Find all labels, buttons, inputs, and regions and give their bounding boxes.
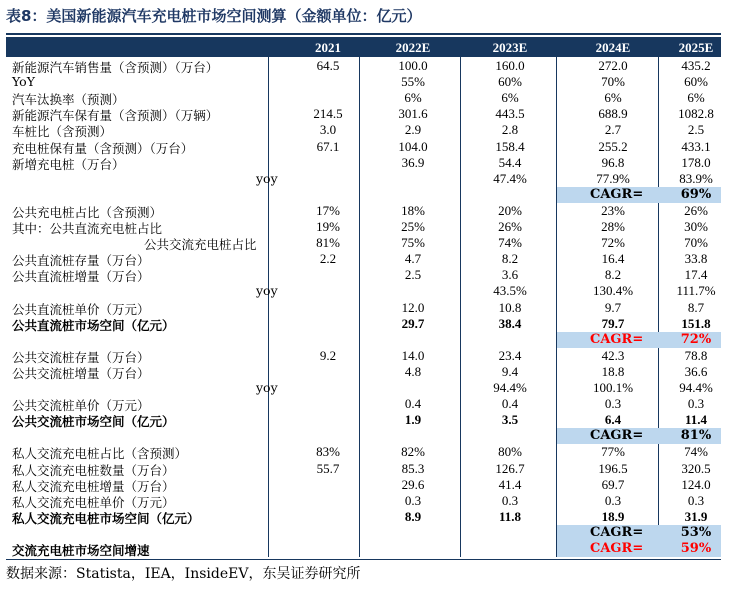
cell-2025e: 0.3 [687, 492, 705, 508]
cell-2025e: 433.1 [681, 138, 711, 154]
header-2024e: 2024E [595, 40, 631, 55]
cell-2021: 3.0 [319, 122, 337, 138]
header-2025e: 2025E [678, 40, 714, 55]
table-row [6, 525, 721, 541]
cell-2025e: 30% [684, 219, 708, 234]
table-row [6, 139, 721, 155]
cell-2021: 81% [316, 235, 340, 251]
table-row [6, 380, 721, 396]
row-label: 新能源汽车保有量（含预测）（万辆） [12, 108, 219, 124]
row-label: 公共交流桩存量（万台） [12, 349, 150, 365]
table-row [6, 300, 721, 316]
table-row [6, 444, 721, 460]
cell-2023e: 23.4 [498, 347, 522, 363]
table-row [6, 461, 721, 477]
cell-2022e: 100.0 [398, 58, 428, 73]
cell-2025e: 11.4 [684, 412, 708, 428]
cagr-value: 72% [680, 331, 712, 347]
row-label: 私人交流充电桩数量（万台） [12, 462, 175, 478]
row-label: 公共交流充电桩占比 [144, 237, 257, 253]
cell-2022e: 75% [401, 235, 425, 251]
table-title: 表8：美国新能源汽车充电桩市场空间测算（金额单位：亿元） [6, 7, 422, 25]
data-source: 数据来源：Statista，IEA，InsideEV，东吴证券研究所 [6, 566, 361, 582]
cell-2022e: 29.7 [401, 315, 425, 331]
cell-2023e: 43.5% [493, 283, 527, 299]
cell-2023e: 60% [498, 74, 522, 90]
cell-2023e: 38.4 [498, 315, 522, 331]
cell-2025e: 0.3 [687, 396, 705, 412]
row-label: 交流充电桩市场空间增速 [12, 543, 150, 558]
cell-2023e: 94.4% [493, 380, 527, 395]
cell-2022e: 104.0 [398, 138, 428, 154]
cell-2022e: 25% [401, 219, 425, 234]
cagr-label: CAGR= [590, 541, 644, 556]
cell-2022e: 18% [401, 202, 425, 218]
cell-2024e: 18.9 [601, 508, 625, 524]
table-row [6, 348, 721, 364]
cell-2024e: 23% [601, 202, 625, 218]
cell-2022e: 29.6 [401, 476, 425, 492]
cell-2024e: 42.3 [601, 347, 625, 363]
table-row [6, 316, 721, 332]
row-label: 新能源汽车销售量（含预测）（万台） [12, 60, 219, 75]
table-row [6, 332, 721, 348]
cagr-label: CAGR= [590, 331, 644, 347]
cagr-label: CAGR= [590, 186, 644, 202]
cell-2024e: 96.8 [601, 154, 625, 170]
cell-2025e: 435.2 [681, 58, 711, 73]
table-row [6, 283, 721, 299]
cell-2023e: 6% [501, 90, 519, 106]
cagr-label: CAGR= [590, 524, 644, 540]
cell-2021: 67.1 [316, 138, 340, 154]
cell-2023e: 158.4 [495, 138, 525, 154]
cell-2025e: 26% [684, 202, 708, 218]
row-label: 公共直流桩单价（万元） [12, 301, 150, 317]
cell-2024e: 0.3 [604, 492, 622, 508]
cell-2023e: 47.4% [493, 170, 527, 186]
cell-2022e: 0.3 [404, 492, 422, 508]
row-label: 公共充电桩占比（含预测） [12, 204, 163, 220]
cell-2025e: 70% [684, 235, 708, 251]
cagr-label: CAGR= [590, 428, 644, 444]
cell-2024e: 255.2 [598, 138, 628, 154]
cell-2025e: 1082.8 [678, 106, 714, 122]
cell-2023e: 9.4 [501, 363, 519, 379]
cell-2024e: 77.9% [596, 170, 630, 186]
cell-2024e: 9.7 [604, 299, 622, 315]
cell-2022e: 0.4 [404, 396, 422, 412]
cell-2022e: 55% [401, 74, 425, 90]
table-header [6, 37, 721, 57]
cell-2025e: 31.9 [684, 508, 708, 524]
table-row [6, 106, 721, 122]
row-label: 充电桩保有量（含预测）（万台） [12, 140, 194, 156]
cell-2023e: 160.0 [495, 58, 525, 73]
table-row [6, 187, 721, 203]
cagr-value: 53% [680, 524, 712, 540]
row-label: 公共交流桩单价（万元） [12, 398, 150, 414]
cell-2021: 214.5 [313, 106, 343, 122]
cell-2024e: 16.4 [601, 251, 625, 267]
table-row [6, 219, 721, 235]
cell-2025e: 111.7% [676, 283, 716, 299]
cell-2025e: 33.8 [684, 251, 708, 267]
row-label: 新增充电桩（万台） [12, 156, 125, 172]
cell-2025e: 83.9% [679, 170, 713, 186]
table-row [6, 477, 721, 493]
row-label: yoy [256, 170, 278, 186]
row-label: 私人交流充电桩占比（含预测） [12, 446, 188, 462]
table-row [6, 396, 721, 412]
cell-2025e: 74% [684, 444, 708, 460]
cell-2025e: 6% [687, 90, 705, 106]
table-row [6, 364, 721, 380]
cell-2022e: 85.3 [401, 460, 425, 476]
table-row [6, 493, 721, 509]
row-label: 车桩比（含预测） [12, 124, 113, 140]
cell-2022e: 36.9 [401, 154, 425, 170]
cell-2023e: 0.3 [501, 492, 519, 508]
cell-2024e: 77% [601, 444, 625, 460]
cell-2021: 9.2 [319, 347, 337, 363]
cell-2023e: 11.8 [498, 508, 522, 524]
header-2021: 2021 [315, 40, 341, 55]
cell-2024e: 0.3 [604, 396, 622, 412]
cell-2025e: 60% [684, 74, 708, 90]
cell-2025e: 78.8 [684, 347, 708, 363]
cell-2023e: 2.8 [501, 122, 519, 138]
row-label: 公共直流桩存量（万台） [12, 253, 150, 269]
table-row [6, 122, 721, 138]
header-2022e: 2022E [395, 40, 431, 55]
cell-2025e: 151.8 [681, 315, 711, 331]
row-label: 公共交流桩增量（万台） [12, 365, 150, 381]
row-label: 公共直流桩增量（万台） [12, 269, 150, 285]
table-row [6, 428, 721, 444]
cell-2021: 64.5 [316, 58, 340, 73]
cell-2023e: 3.5 [501, 412, 519, 428]
cell-2025e: 2.5 [687, 122, 705, 138]
row-label: 汽车汰换率（预测） [12, 92, 125, 108]
cell-2021: 55.7 [316, 460, 340, 476]
table-row [6, 155, 721, 171]
cell-2025e: 94.4% [679, 380, 713, 395]
cell-2021: 19% [316, 219, 340, 234]
row-label: 私人交流充电桩市场空间（亿元） [12, 510, 200, 526]
row-label: YoY [12, 74, 35, 90]
cell-2024e: 688.9 [598, 106, 628, 122]
cell-2022e: 14.0 [401, 347, 425, 363]
cell-2024e: 272.0 [598, 58, 628, 73]
cell-2024e: 70% [601, 74, 625, 90]
cell-2024e: 196.5 [598, 460, 628, 476]
table-row [6, 541, 721, 557]
cell-2021: 2.2 [319, 251, 337, 267]
cell-2024e: 130.4% [592, 283, 634, 299]
row-label: yoy [256, 380, 278, 395]
cell-2021: 17% [316, 202, 340, 218]
row-label: 私人交流充电桩增量（万台） [12, 478, 175, 494]
cell-2023e: 8.2 [501, 251, 519, 267]
cell-2025e: 36.6 [684, 363, 708, 379]
cell-2024e: 8.2 [604, 267, 622, 283]
cell-2025e: 8.7 [687, 299, 705, 315]
row-label: 其中：公共直流充电桩占比 [12, 221, 163, 236]
table-row [6, 267, 721, 283]
header-2023e: 2023E [492, 40, 528, 55]
row-label: yoy [256, 283, 278, 299]
cell-2025e: 124.0 [681, 476, 711, 492]
cell-2025e: 320.5 [681, 460, 711, 476]
table-row [6, 251, 721, 267]
table-row [6, 412, 721, 428]
cell-2023e: 54.4 [498, 154, 522, 170]
market-size-table [6, 33, 721, 560]
cell-2024e: 79.7 [601, 315, 625, 331]
table-row [6, 74, 721, 90]
cell-2024e: 6.4 [604, 412, 622, 428]
table-row [6, 58, 721, 74]
cell-2022e: 6% [404, 90, 422, 106]
row-label: 私人交流充电桩单价（万元） [12, 494, 175, 510]
cell-2021: 83% [316, 444, 340, 460]
cagr-value: 81% [680, 428, 712, 444]
cell-2023e: 41.4 [498, 476, 522, 492]
cell-2022e: 2.9 [404, 122, 422, 138]
cell-2022e: 4.8 [404, 363, 422, 379]
table-row [6, 235, 721, 251]
cell-2024e: 28% [601, 219, 625, 234]
row-label: 公共交流桩市场空间（亿元） [12, 414, 175, 430]
cell-2022e: 2.5 [404, 267, 422, 283]
cell-2023e: 80% [498, 444, 522, 460]
cell-2023e: 20% [498, 202, 522, 218]
cell-2023e: 443.5 [495, 106, 525, 122]
cell-2023e: 10.8 [498, 299, 522, 315]
table-row [6, 171, 721, 187]
cell-2022e: 82% [401, 444, 425, 460]
cell-2023e: 26% [498, 219, 522, 234]
cell-2025e: 17.4 [684, 267, 708, 283]
table-row [6, 509, 721, 525]
cell-2024e: 69.7 [601, 476, 625, 492]
cell-2023e: 3.6 [501, 267, 519, 283]
cell-2024e: 100.1% [592, 380, 634, 395]
cell-2022e: 4.7 [404, 251, 422, 267]
cell-2022e: 1.9 [404, 412, 422, 428]
cell-2022e: 8.9 [404, 508, 422, 524]
cell-2024e: 18.8 [601, 363, 625, 379]
cell-2025e: 178.0 [681, 154, 711, 170]
cell-2024e: 72% [601, 235, 625, 251]
cagr-value: 59% [680, 541, 712, 556]
table-row [6, 203, 721, 219]
row-label: 公共直流桩市场空间（亿元） [12, 317, 175, 333]
cell-2024e: 6% [604, 90, 622, 106]
cell-2022e: 12.0 [401, 299, 425, 315]
cell-2022e: 301.6 [398, 106, 428, 122]
cell-2023e: 74% [498, 235, 522, 251]
cell-2023e: 126.7 [495, 460, 525, 476]
cagr-value: 69% [680, 186, 712, 202]
table-row [6, 90, 721, 106]
cell-2024e: 2.7 [604, 122, 622, 138]
cell-2023e: 0.4 [501, 396, 519, 412]
